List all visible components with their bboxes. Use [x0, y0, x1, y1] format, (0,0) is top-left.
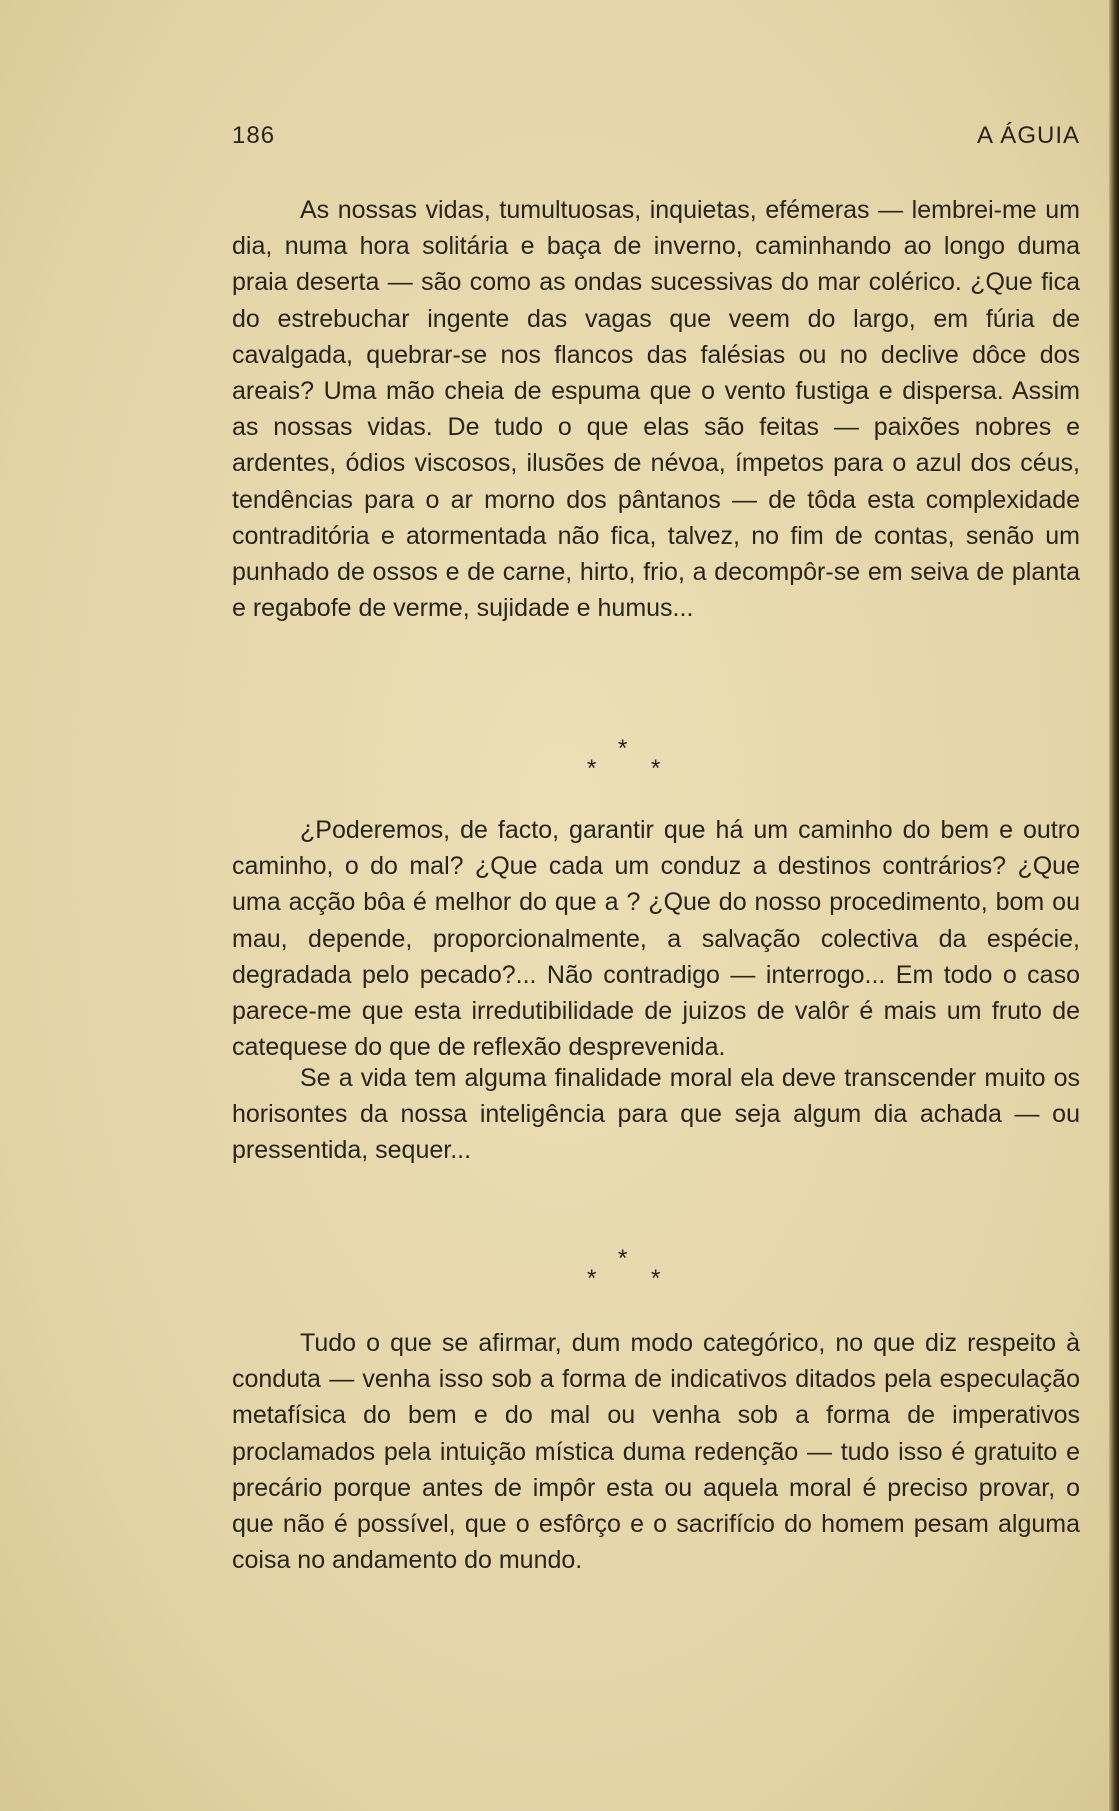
page-number: 186: [232, 122, 276, 149]
running-head: A ÁGUIA: [976, 122, 1080, 149]
page-header: [232, 122, 1080, 154]
section-break-1: * * *: [587, 735, 661, 782]
paragraph-4: Tudo o que se afirmar, dum modo categórico, no que diz respeito à conduta — venha isso sob a forma de indicativos ditados pela especulação metafísica do bem e do mal ou venha sob a forma de imperativos proclamados pela intuição mística duma redenção — tudo isso é gratuito e precário porque antes de impôr esta ou aquela moral é preciso provar, o que não é possível, que o esfôrço e o sacrifício do homem pesam alguma coisa no andamento do mundo.: [232, 1329, 1080, 1575]
page-edge-shadow: [1109, 0, 1119, 1811]
paragraph-1: As nossas vidas, tumultuosas, inquietas, efémeras — lembrei-me um dia, numa hora solitária e baça de inverno, caminhando ao longo duma praia deserta — são como as ondas sucessivas do mar colérico. ¿Que fica do estrebuchar ingente das vagas que veem do largo, em fúria de cavalgada, quebrar-se nos flancos das falésias ou no declive dôce dos areais? Uma mão cheia de espuma que o vento fustiga e dispersa. Assim as nossas vidas. De tudo o que elas são feitas — paixões nobres e ardentes, ódios viscosos, ilusões de névoa, ímpetos para o azul dos céus, tendências para o ar morno dos pântanos — de tôda esta complexidade contraditória e atormentada não fica, talvez, no fim de contas, senão um punhado de ossos e de carne, hirto, frio, a decompôr-se em seiva de planta e regabofe de verme, sujidade e humus...: [232, 196, 1080, 623]
paragraph-3: Se a vida tem alguma finalidade moral ela deve transcender muito os horisontes da nossa inteligência para que seja algum dia achada — ou pressentida, sequer...: [232, 1064, 1080, 1165]
paragraph-2: ¿Poderemos, de facto, garantir que há um caminho do bem e outro caminho, o do mal? ¿Que cada um conduz a destinos contrários? ¿Que uma acção bôa é melhor do que a ? ¿Que do nosso procedimento, bom ou mau, depende, proporcionalmente, a salvação colectiva da espécie, degradada pelo pecado?... Não contradigo — interrogo... Em todo o caso parece-me que esta irredutibilidade de juizos de valôr é mais um fruto de catequese do que de reflexão desprevenida.: [232, 816, 1080, 1062]
section-break-2: * * *: [587, 1245, 661, 1292]
